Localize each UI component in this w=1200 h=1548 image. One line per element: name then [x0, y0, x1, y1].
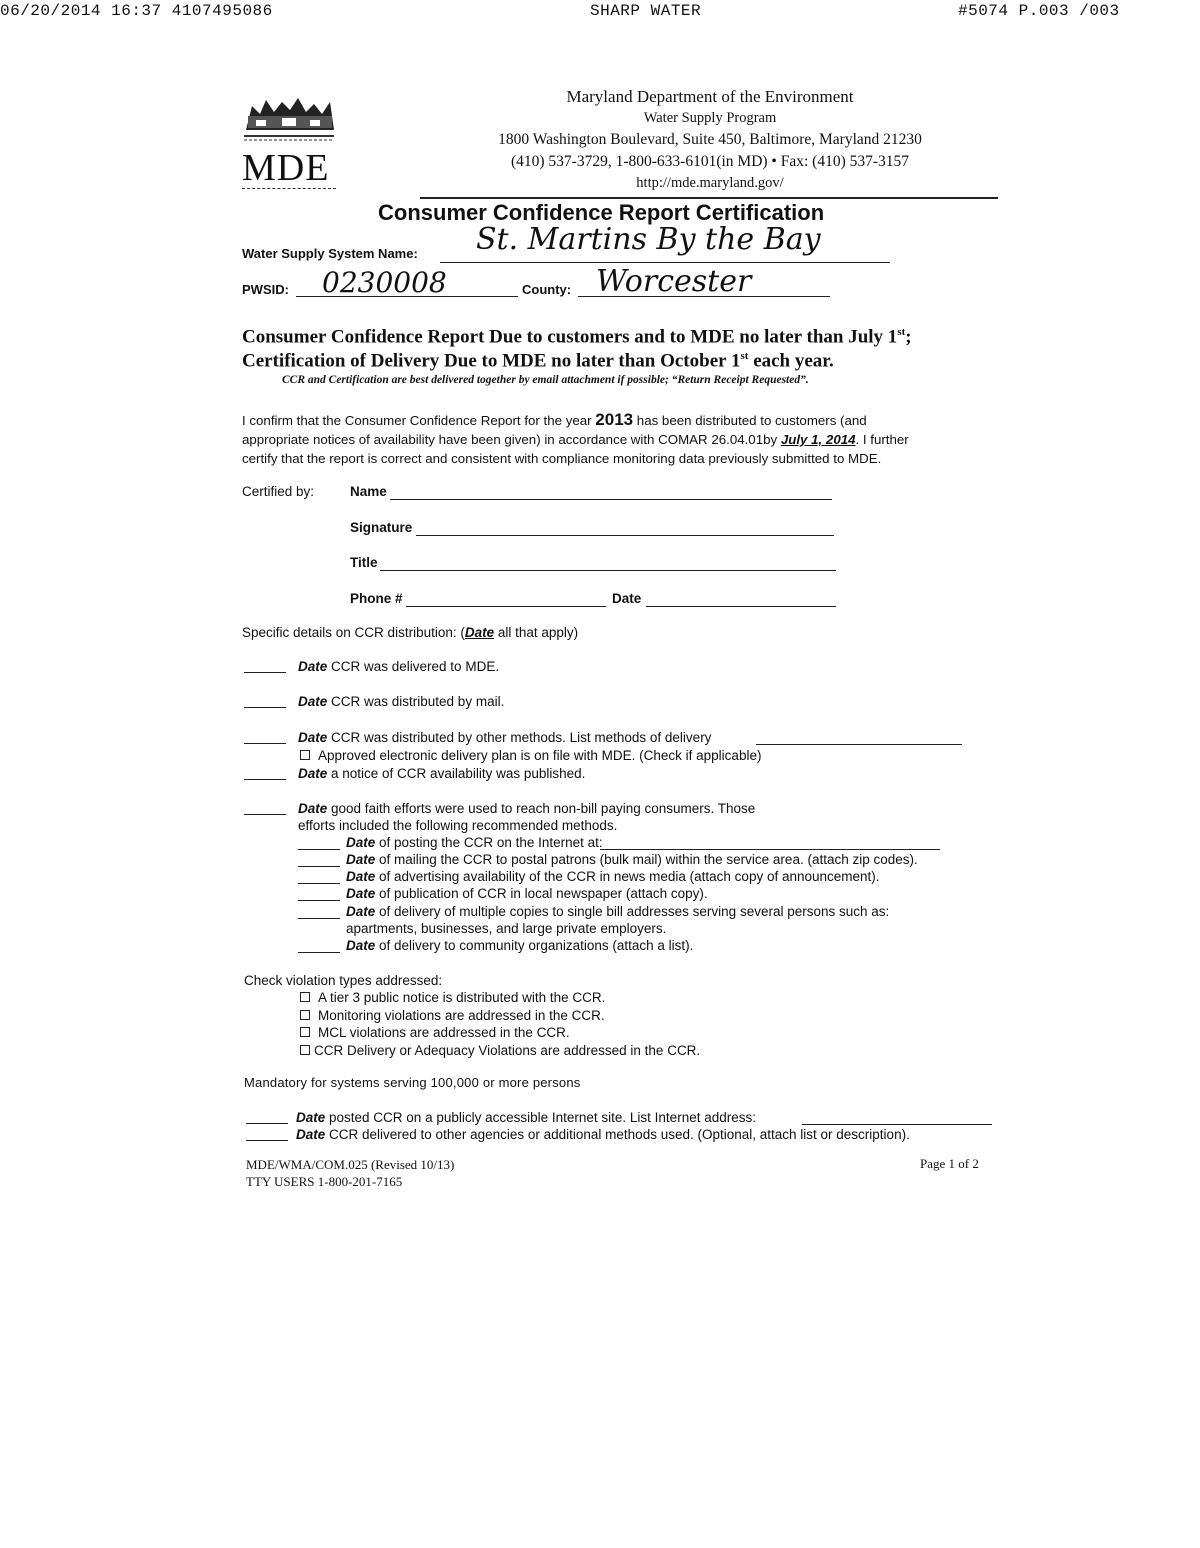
fax-company: SHARP WATER: [590, 2, 702, 20]
deadline-date: July 1, 2014: [780, 432, 856, 447]
item-notice-published: Date a notice of CCR availability was published.: [298, 766, 586, 781]
agency-url[interactable]: http://mde.maryland.gov/: [636, 175, 784, 191]
electronic-plan-checkbox[interactable]: [300, 750, 310, 760]
date-blank-sub-5[interactable]: [298, 918, 340, 919]
violation-mcl[interactable]: MCL violations are addressed in the CCR.: [300, 1025, 570, 1040]
system-name-label: Water Supply System Name:: [242, 246, 418, 261]
certified-by-label: Certified by:: [242, 484, 315, 499]
phone-field[interactable]: [406, 606, 606, 607]
sub-multiple-copies: Date of delivery of multiple copies to single bill addresses serving several persons such as:: [346, 904, 890, 919]
sub-newspaper: Date of publication of CCR in local newspaper (attach copy).: [346, 886, 708, 901]
item-good-faith-cont: efforts included the following recommended methods.: [298, 818, 618, 833]
agency-name: Maryland Department of the Environment: [566, 87, 854, 106]
specific-heading: Specific details on CCR distribution: (Date all that apply): [242, 625, 579, 640]
due-line-1: Consumer Confidence Report Due to customers and to MDE no later than July 1st;: [242, 326, 912, 348]
phone-label: Phone #: [350, 591, 403, 606]
date-blank-m1[interactable]: [246, 1123, 288, 1124]
due-line-2: Certification of Delivery Due to MDE no later than October 1st each year.: [242, 350, 834, 372]
confirm-paragraph: I confirm that the Consumer Confidence Report for the year 2013 has been distributed to customers (and appropriate notices of availability have been given) in accordance with COMAR 26.04.01by July 1, 2014. I further certify that the report is correct and consistent with compliance monitoring data previously submitted to MDE.: [242, 410, 909, 466]
fax-datetime: 06/20/2014 16:37 4107495086: [0, 2, 273, 20]
item-delivered-mde: Date CCR was delivered to MDE.: [298, 659, 500, 674]
date-blank-sub-2[interactable]: [298, 866, 340, 867]
report-year: 2013: [595, 410, 634, 429]
date-blank-3[interactable]: [244, 743, 286, 744]
date-blank-1[interactable]: [244, 672, 286, 673]
date-blank-sub-6[interactable]: [298, 952, 340, 953]
name-label: Name: [350, 484, 387, 499]
mcl-checkbox[interactable]: [300, 1027, 310, 1037]
internet-address-field[interactable]: [600, 849, 940, 850]
footer-form-id: MDE/WMA/COM.025 (Revised 10/13): [246, 1157, 455, 1172]
date-label: Date: [612, 591, 642, 606]
pwsid-label: PWSID:: [242, 282, 289, 297]
date-blank-sub-1[interactable]: [298, 849, 340, 850]
monitoring-checkbox[interactable]: [300, 1010, 310, 1020]
date-blank-m2[interactable]: [246, 1140, 288, 1141]
violation-delivery[interactable]: CCR Delivery or Adequacy Violations are addressed in the CCR.: [300, 1043, 700, 1058]
sub-internet-posting: Date of posting the CCR on the Internet at:: [346, 835, 603, 850]
agency-address: 1800 Washington Boulevard, Suite 450, Baltimore, Maryland 21230: [498, 131, 922, 148]
logo-text: MDE: [242, 147, 330, 189]
form-title: Consumer Confidence Report Certification: [378, 200, 825, 225]
county-label: County:: [522, 282, 572, 297]
agency-phone: (410) 537-3729, 1-800-633-6101(in MD) • Fax: (410) 537-3157: [510, 153, 910, 170]
mandatory-heading: Mandatory for systems serving 100,000 or more persons: [244, 1075, 581, 1090]
violations-heading: Check violation types addressed:: [244, 973, 443, 988]
date-blank-5[interactable]: [244, 814, 286, 815]
date-blank-sub-4[interactable]: [298, 900, 340, 901]
system-name-line: [440, 262, 890, 263]
footer-tty: TTY USERS 1-800-201-7165: [246, 1174, 403, 1189]
name-field[interactable]: [390, 499, 832, 500]
item-other-methods: Date CCR was distributed by other methods. List methods of delivery: [298, 730, 712, 745]
electronic-plan-checkbox-row[interactable]: Approved electronic delivery plan is on file with MDE. (Check if applicable): [300, 748, 761, 763]
delivery-methods-field[interactable]: [756, 744, 962, 745]
signature-field[interactable]: [416, 535, 834, 536]
title-label: Title: [350, 555, 378, 570]
mandatory-other-agencies: Date CCR delivered to other agencies or additional methods used. (Optional, attach list or description).: [296, 1127, 910, 1142]
item-distributed-mail: Date CCR was distributed by mail.: [298, 694, 505, 709]
date-field[interactable]: [646, 606, 836, 607]
violation-monitoring[interactable]: Monitoring violations are addressed in the CCR.: [300, 1008, 605, 1023]
sub-multiple-copies-cont: apartments, businesses, and large private employers.: [346, 921, 667, 936]
date-blank-sub-3[interactable]: [298, 883, 340, 884]
mandatory-internet: Date posted CCR on a publicly accessible Internet site. List Internet address:: [296, 1110, 756, 1125]
system-name-value[interactable]: St. Martins By the Bay: [476, 222, 821, 257]
sub-bulk-mail: Date of mailing the CCR to postal patrons (bulk mail) within the service area. (attach zip codes).: [346, 852, 918, 867]
item-good-faith: Date good faith efforts were used to reach non-bill paying consumers. Those: [298, 801, 756, 816]
title-field[interactable]: [380, 570, 836, 571]
due-note: CCR and Certification are best delivered together by email attachment if possible; “Return Receipt Requested”.: [282, 374, 809, 386]
violation-tier3[interactable]: A tier 3 public notice is distributed with the CCR.: [300, 990, 605, 1005]
date-blank-2[interactable]: [244, 707, 286, 708]
mde-logo: [242, 92, 338, 196]
county-value[interactable]: Worcester: [596, 264, 752, 299]
sub-news-media: Date of advertising availability of the CCR in news media (attach copy of announcement).: [346, 869, 880, 884]
fax-page: #5074 P.003 /003: [958, 2, 1120, 20]
footer-page: Page 1 of 2: [920, 1156, 979, 1171]
mandatory-internet-field[interactable]: [802, 1124, 992, 1125]
tier3-checkbox[interactable]: [300, 992, 310, 1002]
signature-label: Signature: [350, 520, 413, 535]
date-blank-4[interactable]: [244, 779, 286, 780]
state-seal-icon: [242, 92, 338, 142]
pwsid-value[interactable]: 0230008: [322, 266, 447, 299]
sub-community-orgs: Date of delivery to community organizations (attach a list).: [346, 938, 694, 953]
header-rule: [420, 197, 998, 199]
agency-program: Water Supply Program: [643, 110, 777, 126]
delivery-checkbox[interactable]: [300, 1045, 310, 1055]
